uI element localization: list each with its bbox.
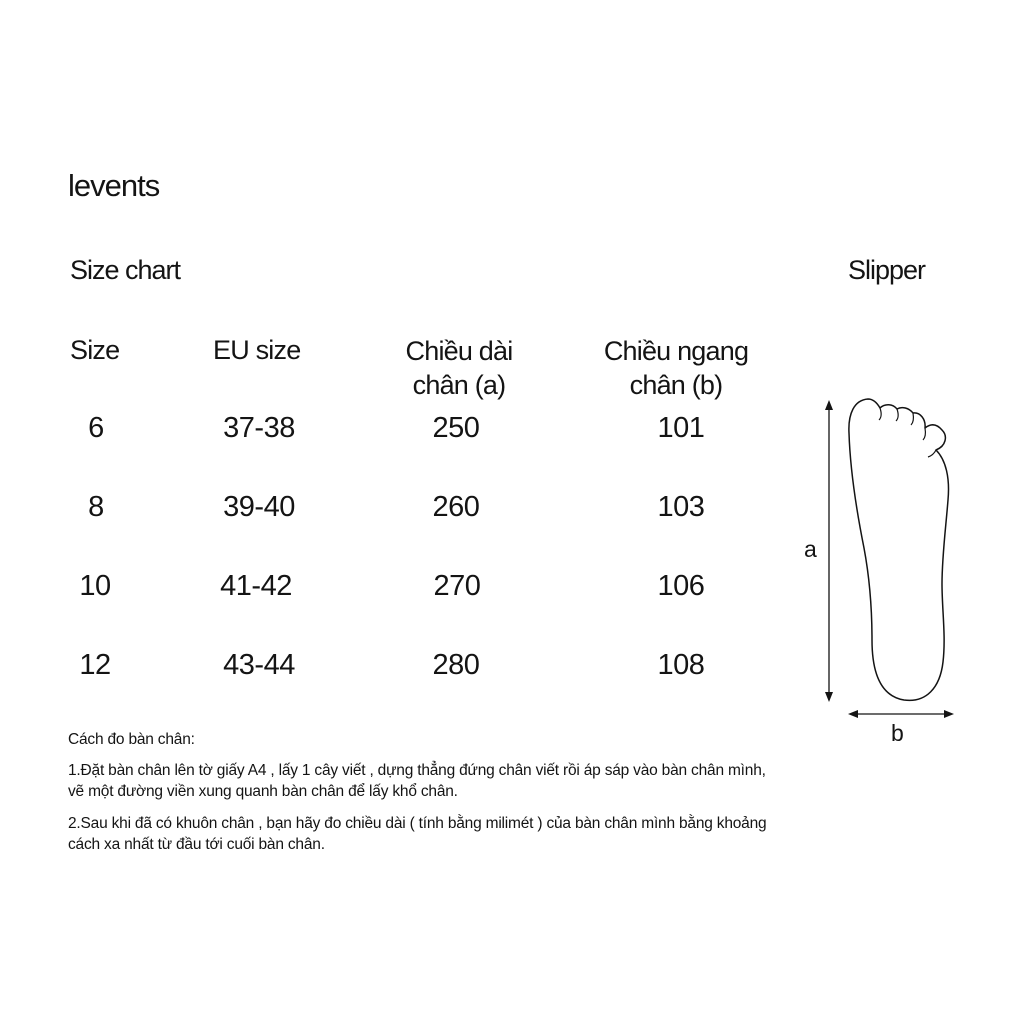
column-header-width-line1: Chiều ngang [603,336,749,366]
width-cell: 108 [657,649,705,681]
toe-line-icon [896,409,898,421]
eu-size-cell: 43-44 [223,649,295,681]
eu-size-cell: 37-38 [223,412,295,444]
size-cell: 8 [88,491,104,523]
length-cell: 260 [432,491,480,523]
length-cell: 280 [432,649,480,681]
column-header-size: Size [70,335,120,365]
column-header-eu-size: EU size [213,335,301,365]
column-header-length-line1: Chiều dài [405,336,513,366]
eu-size-cell: 41-42 [220,570,292,602]
toe-line-icon [911,413,913,425]
length-label: a [804,536,817,562]
width-cell: 103 [657,491,705,523]
length-arrow [825,400,833,702]
instructions-step-2: 2.Sau khi đã có khuôn chân , bạn hãy đo chiều dài ( tính bằng milimét ) của bàn chân mình bằng khoảng cách xa nhất từ đầu tới cuối bàn chân. [68,815,767,853]
brand-logo: levents [68,168,160,203]
eu-size-cell: 39-40 [223,491,295,523]
foot-outline-icon [849,399,949,700]
width-label: b [891,720,904,746]
size-cell: 6 [88,412,104,444]
size-cell: 10 [79,570,111,602]
toe-line-icon [928,450,936,457]
width-cell: 101 [657,412,705,444]
product-name: Slipper [848,255,926,285]
width-arrow [848,710,954,718]
instructions-heading: Cách đo bàn chân: [68,731,195,748]
toe-line-icon [879,408,881,420]
column-header-width-line2: chân (b) [629,370,723,400]
instructions-step-1: 1.Đặt bàn chân lên tờ giấy A4 , lấy 1 cây viết , dựng thẳng đứng chân viết rồi áp sáp vào bàn chân mình, vẽ một đường viền xung quanh bàn chân để lấy khổ chân. [68,762,766,800]
length-cell: 250 [432,412,480,444]
length-cell: 270 [433,570,481,602]
size-cell: 12 [79,649,111,681]
page-title: Size chart [70,255,181,285]
width-cell: 106 [657,570,705,602]
toe-line-icon [923,428,925,440]
column-header-length-line2: chân (a) [412,370,506,400]
